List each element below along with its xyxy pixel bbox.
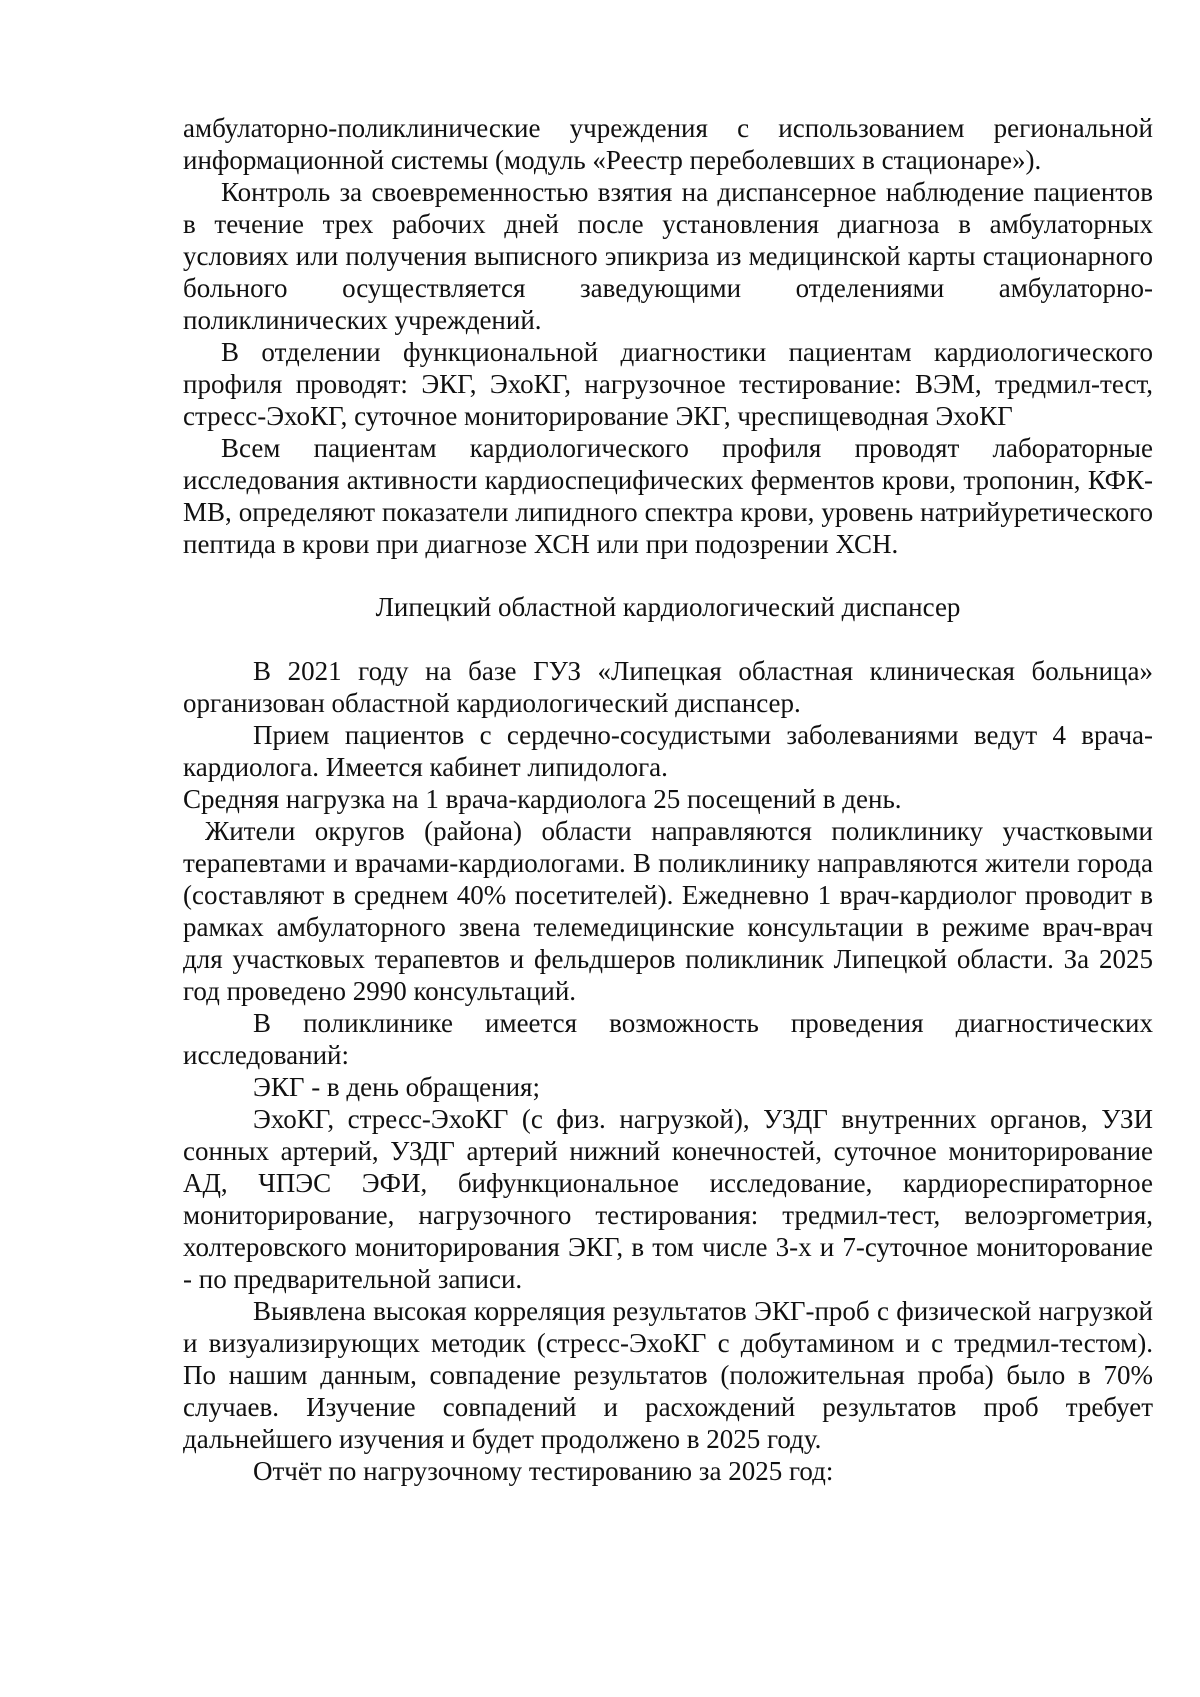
paragraph-ecg-same-day: ЭКГ - в день обращения; (253, 1072, 540, 1102)
paragraph-outpatient-registry: амбулаторно-поликлинические учреждения с использованием региональной информационной системы (модуль «Реестр переболевших в стационаре»). (183, 113, 1153, 175)
section-heading: Липецкий областной кардиологический диспансер (375, 592, 961, 622)
paragraph-correlation: Выявлена высокая корреляция результатов ЭКГ-проб с физической нагрузкой и визуализирующих методик (стресс-ЭхоКГ с добутамином и с тредмил-тестом). По нашим данным, совпадение результатов (положительная проба) было в 70% случаев. Изучение совпадений и расхождений результатов проб требует дальнейшего изучения и будет продолжено в 2025 году. (183, 1296, 1153, 1454)
document-page (183, 112, 1153, 1487)
paragraph-diagnostics-intro: В поликлинике имеется возможность проведения диагностических исследований: (183, 1008, 1153, 1070)
dispensary-section (183, 655, 1153, 1487)
paragraph-functional-diagnostics: В отделении функциональной диагностики пациентам кардиологического профиля проводят: ЭКГ, ЭхоКГ, нагрузочное тестирование: ВЭМ, тредмил-тест, стресс-ЭхоКГ, суточное мониторирование ЭКГ, чреспищеводная ЭхоКГ (183, 337, 1153, 431)
paragraph-average-load: Средняя нагрузка на 1 врача-кардиолога 25 посещений в день. (183, 784, 902, 814)
paragraph-dispensary-control: Контроль за своевременностью взятия на диспансерное наблюдение пациентов в течение трех рабочих дней после установления диагноза в амбулаторных условиях или получения выписного эпикриза из медицинской карты стационарного больного осуществляется заведующими отделениями амбулаторно-поликлинических учреждений. (183, 177, 1153, 335)
paragraph-diagnostics-list: ЭхоКГ, стресс-ЭхоКГ (с физ. нагрузкой), УЗДГ внутренних органов, УЗИ сонных артерий, УЗДГ артерий нижний конечностей, суточное мониторирование АД, ЧПЭС ЭФИ, бифункциональное исследование, кардиореспираторное мониторирование, нагрузочного тестирования: тредмил-тест, велоэргометрия, холтеровского мониторирования ЭКГ, в том числе 3-х и 7-суточное мониторование - по предварительной записи. (183, 1104, 1153, 1294)
paragraph-dispensary-founded: В 2021 году на базе ГУЗ «Липецкая областная клиническая больница» организован областной кардиологический диспансер. (183, 656, 1153, 718)
paragraph-laboratory-tests: Всем пациентам кардиологического профиля проводят лабораторные исследования активности кардиоспецифических ферментов крови, тропонин, КФК-МВ, определяют показатели липидного спектра крови, уровень натрийуретического пептида в крови при диагнозе ХСН или при подозрении ХСН. (183, 433, 1153, 559)
paragraph-residents-referral: Жители округов (района) области направляются поликлинику участковыми терапевтами и врачами-кардиологами. В поликлинику направляются жители города (составляют в среднем 40% посетителей). Ежедневно 1 врач-кардиолог проводит в рамках амбулаторного звена телемедицинские консультации в режиме врач-врач для участковых терапевтов и фельдшеров поликлиник Липецкой области. За 2025 год проведено 2990 консультаций. (183, 816, 1153, 1006)
top-section (183, 112, 1153, 560)
paragraph-cardiologists: Прием пациентов с сердечно-сосудистыми заболеваниями ведут 4 врача-кардиолога. Имеется кабинет липидолога. (183, 720, 1153, 782)
paragraph-load-testing-report: Отчёт по нагрузочному тестированию за 2025 год: (253, 1456, 834, 1486)
